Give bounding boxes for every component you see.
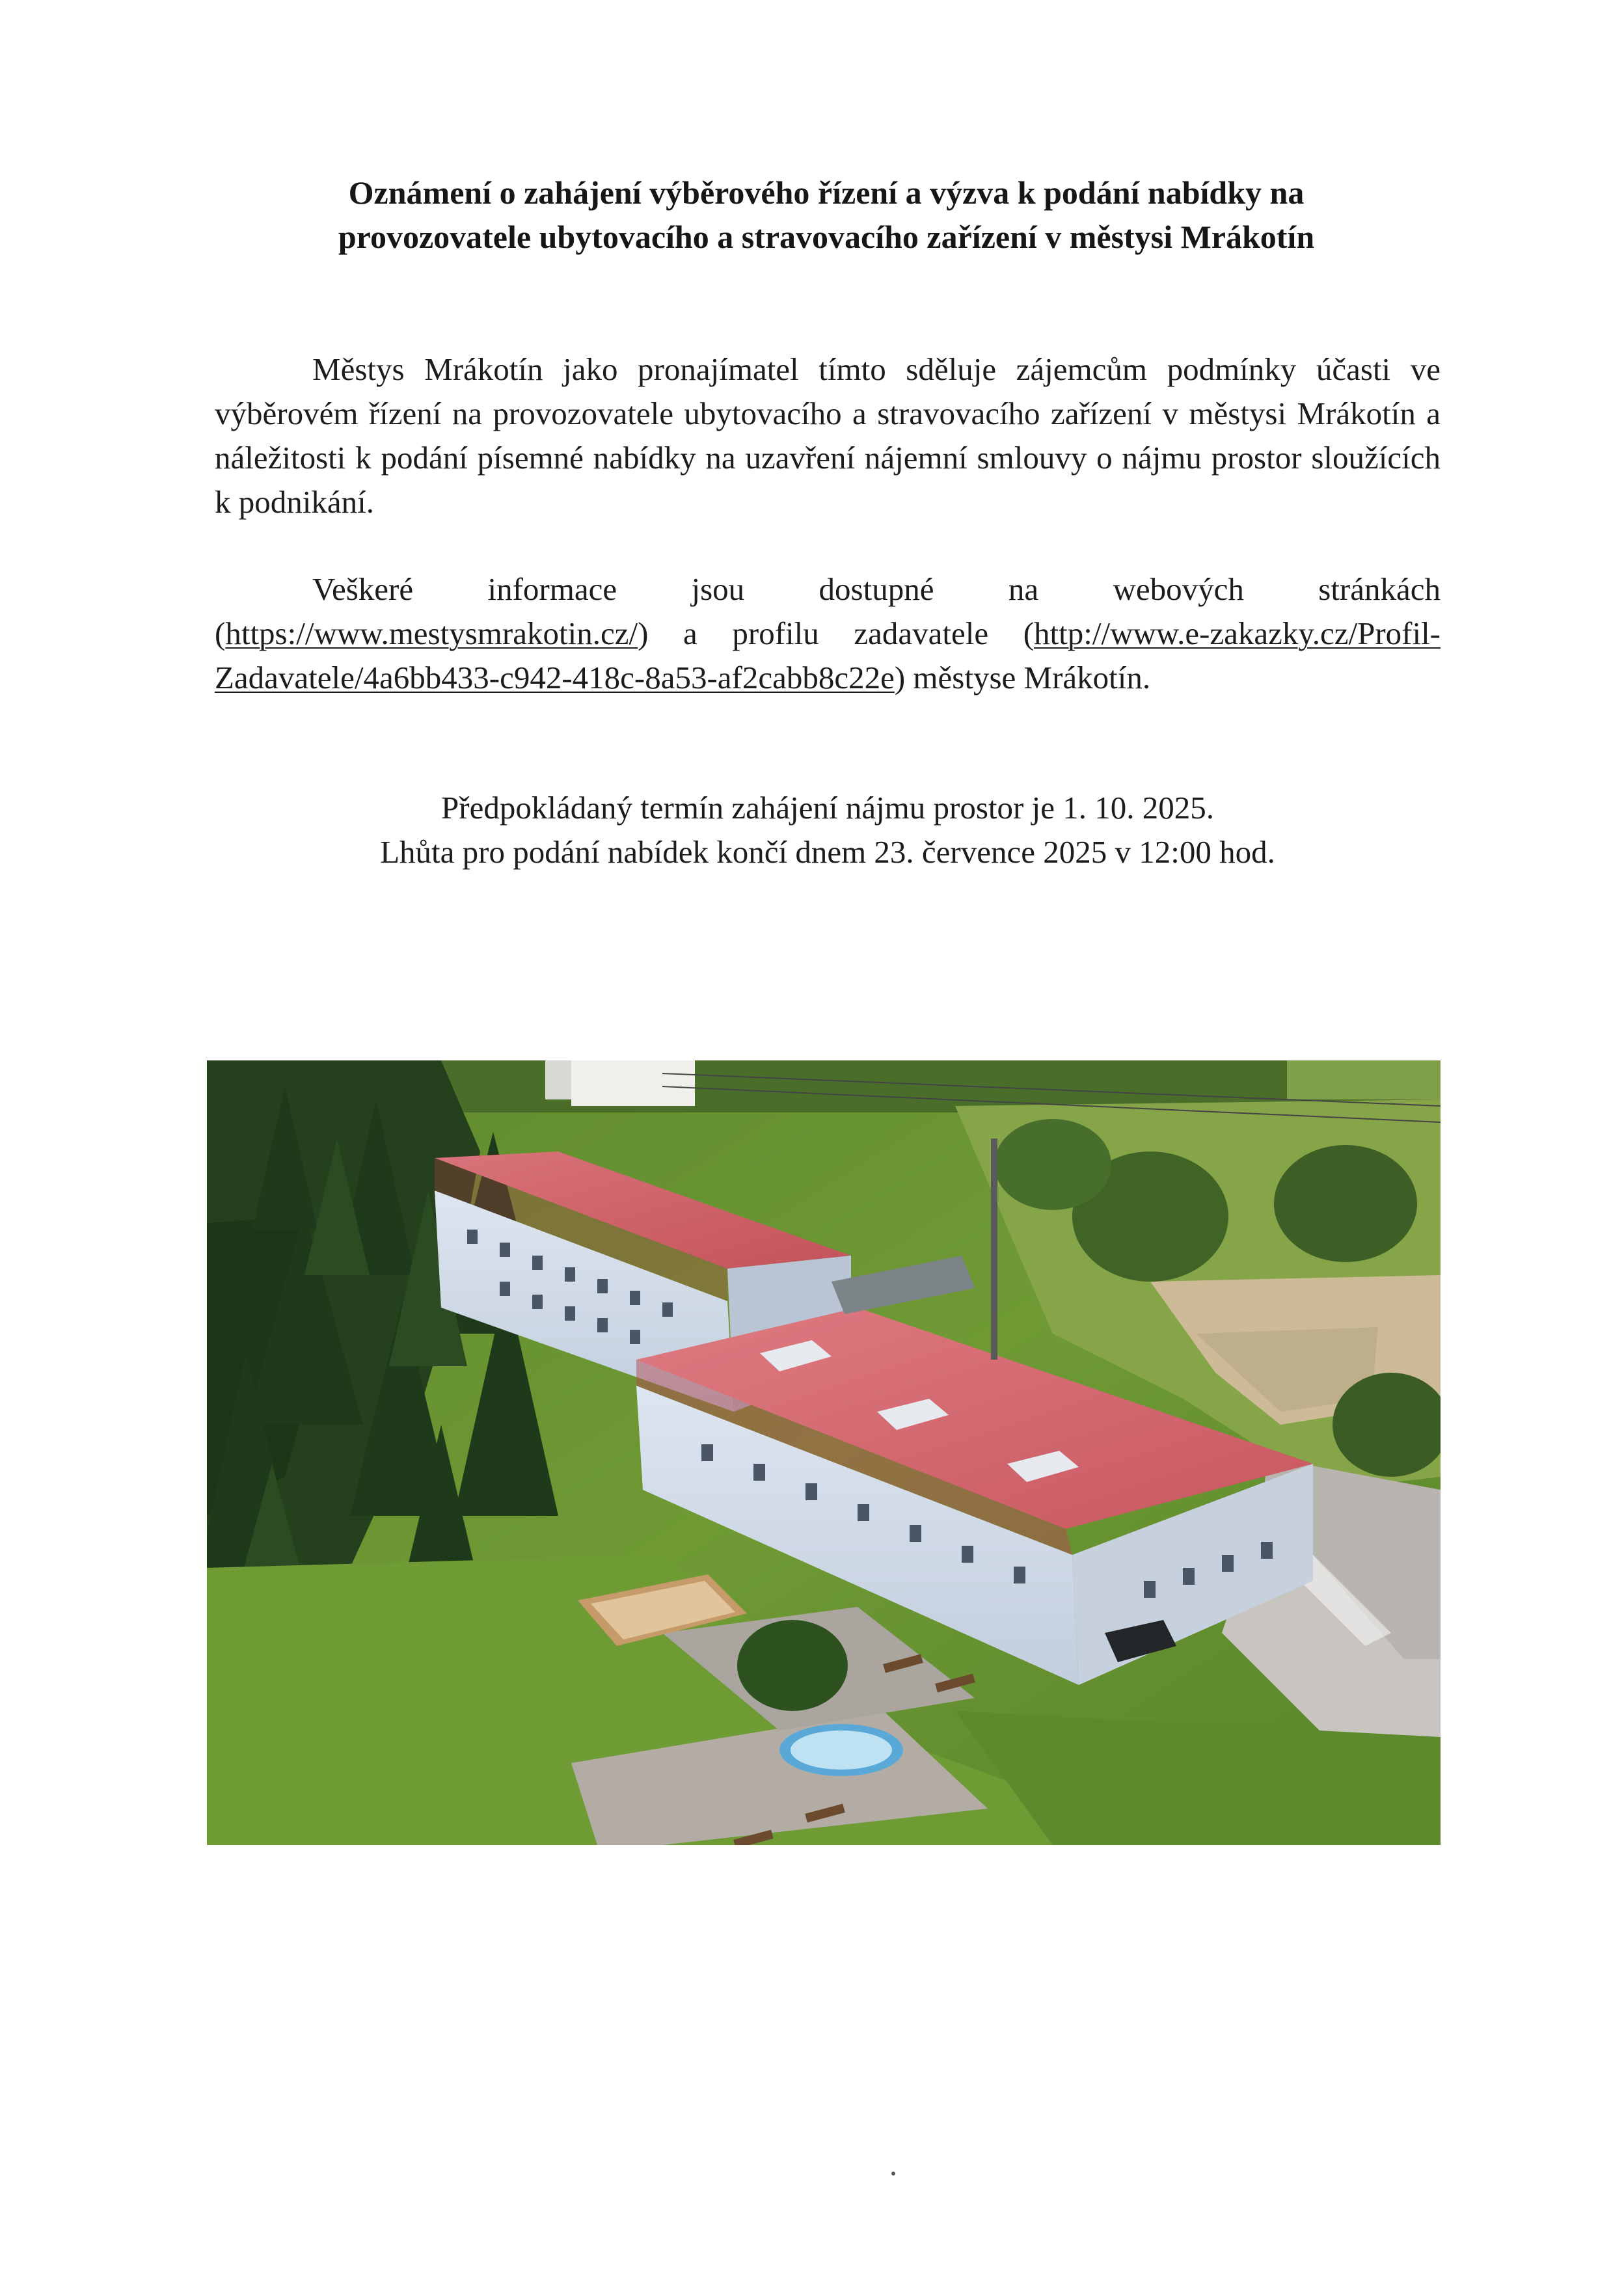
notice-title-line-1: Oznámení o zahájení výběrového řízení a výzva k podání nabídky na — [348, 174, 1305, 211]
scan-speck — [891, 2172, 895, 2176]
lease-start-date-line: Předpokládaný termín zahájení nájmu prostor je 1. 10. 2025. — [441, 790, 1214, 826]
notice-title — [215, 170, 1438, 259]
information-text-before: Veškeré informace jsou dostupné na webových stránkách ( — [215, 571, 1441, 651]
offer-deadline-line: Lhůta pro podání nabídek končí dnem 23. července 2025 v 12:00 hod. — [380, 834, 1275, 870]
notice-title-line-2: provozovatele ubytovacího a stravovacího zařízení v městysi Mrákotín — [338, 219, 1315, 255]
information-text-after: ) městyse Mrákotín. — [894, 660, 1151, 695]
municipality-website-link[interactable]: https://www.mestysmrakotin.cz/ — [225, 615, 638, 651]
information-paragraph — [215, 567, 1441, 700]
information-text-middle: ) a profilu zadavatele ( — [638, 615, 1035, 651]
intro-paragraph: Městys Mrákotín jako pronajímatel tímto sděluje zájemcům podmínky účasti ve výběrovém řízení na provozovatele ubytovacího a stravovacího zařízení v městysi Mrákotín a náležitosti k podání písemné nabídky na uzavření nájemní smlouvy o nájmu prostor sloužících k podnikání. — [215, 351, 1441, 520]
building-aerial-photo — [207, 1060, 1441, 1845]
contracting-authority-profile-link[interactable]: http://www.e-zakazky.cz/Profil-Zadavatele/4a6bb433-c942-418c-8a53-af2cabb8c22e — [215, 615, 1441, 695]
